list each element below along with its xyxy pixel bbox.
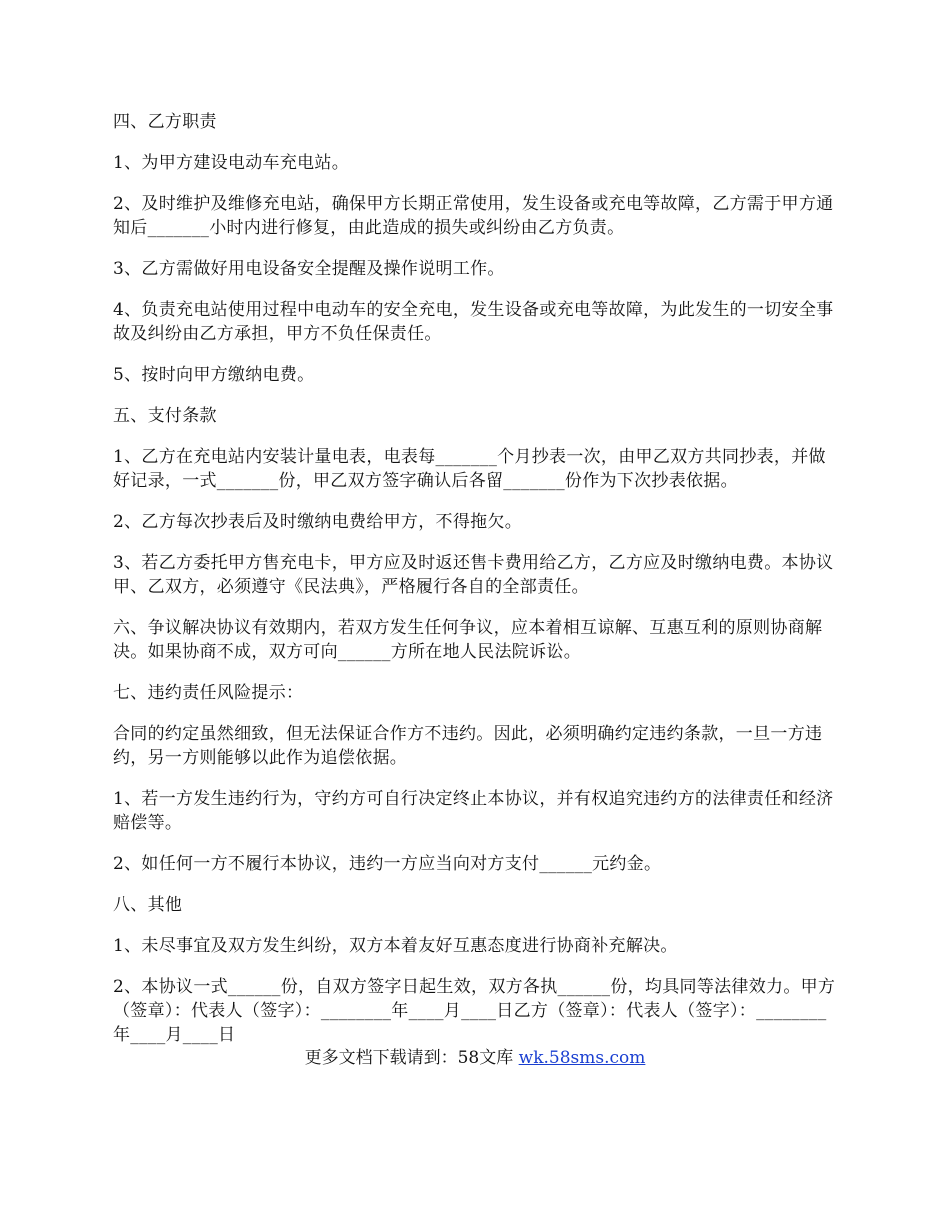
section-heading-7: 七、违约责任风险提示： <box>113 683 304 703</box>
clause-5-3: 3、若乙方委托甲方售充电卡，甲方应及时返还售卡费用给乙方，乙方应及时缴纳电费。本协议甲、乙双方，必须遵守《民法典》，严格履行各自的全部责任。 <box>113 553 834 597</box>
clause-4-3: 3、乙方需做好用电设备安全提醒及操作说明工作。 <box>113 259 505 279</box>
section-heading-6: 六、争议解决协议有效期内，若双方发生任何争议，应本着相互谅解、互惠互利的原则协商解决。如果协商不成，双方可向______方所在地人民法院诉讼。 <box>113 618 823 662</box>
clause-7-1: 1、若一方发生违约行为，守约方可自行决定终止本协议，并有权追究违约方的法律责任和经济赔偿等。 <box>113 789 834 833</box>
footer-text: 更多文档下载请到：58文库 <box>304 1048 519 1068</box>
section-heading-8: 八、其他 <box>113 895 183 915</box>
document-body <box>113 110 843 1047</box>
clause-4-1: 1、为甲方建设电动车充电站。 <box>113 153 350 173</box>
clause-4-5: 5、按时向甲方缴纳电费。 <box>113 365 315 385</box>
clause-4-4: 4、负责充电站使用过程中电动车的安全充电，发生设备或充电等故障，为此发生的一切安全事故及纠纷由乙方承担，甲方不负任保责任。 <box>113 300 834 344</box>
section-heading-4: 四、乙方职责 <box>113 112 217 132</box>
clause-8-1: 1、未尽事宜及双方发生纠纷，双方本着友好互惠态度进行协商补充解决。 <box>113 936 678 956</box>
clause-7-intro: 合同的约定虽然细致，但无法保证合作方不违约。因此，必须明确约定违约条款，一旦一方违约，另一方则能够以此作为追偿依据。 <box>113 724 823 768</box>
footer <box>0 1046 950 1070</box>
footer-link[interactable]: wk.58sms.com <box>518 1048 646 1068</box>
clause-5-2: 2、乙方每次抄表后及时缴纳电费给甲方，不得拖欠。 <box>113 512 523 532</box>
clause-7-2: 2、如任何一方不履行本协议，违约一方应当向对方支付______元约金。 <box>113 854 662 874</box>
clause-4-2: 2、及时维护及维修充电站，确保甲方长期正常使用，发生设备或充电等故障，乙方需于甲方通知后_______小时内进行修复，由此造成的损失或纠纷由乙方负责。 <box>113 194 834 238</box>
clause-5-1: 1、乙方在充电站内安装计量电表，电表每_______个月抄表一次，由甲乙双方共同抄表，并做好记录，一式_______份，甲乙双方签字确认后各留_______份作为下次抄表依据。 <box>113 447 826 491</box>
section-heading-5: 五、支付条款 <box>113 406 217 426</box>
clause-8-2-signature: 2、本协议一式______份，自双方签字日起生效，双方各执______份，均具同等法律效力。甲方（签章）：代表人（签字）：________年____月____日乙方（签章）：代表人（签字）：________年____月____日 <box>113 977 836 1045</box>
